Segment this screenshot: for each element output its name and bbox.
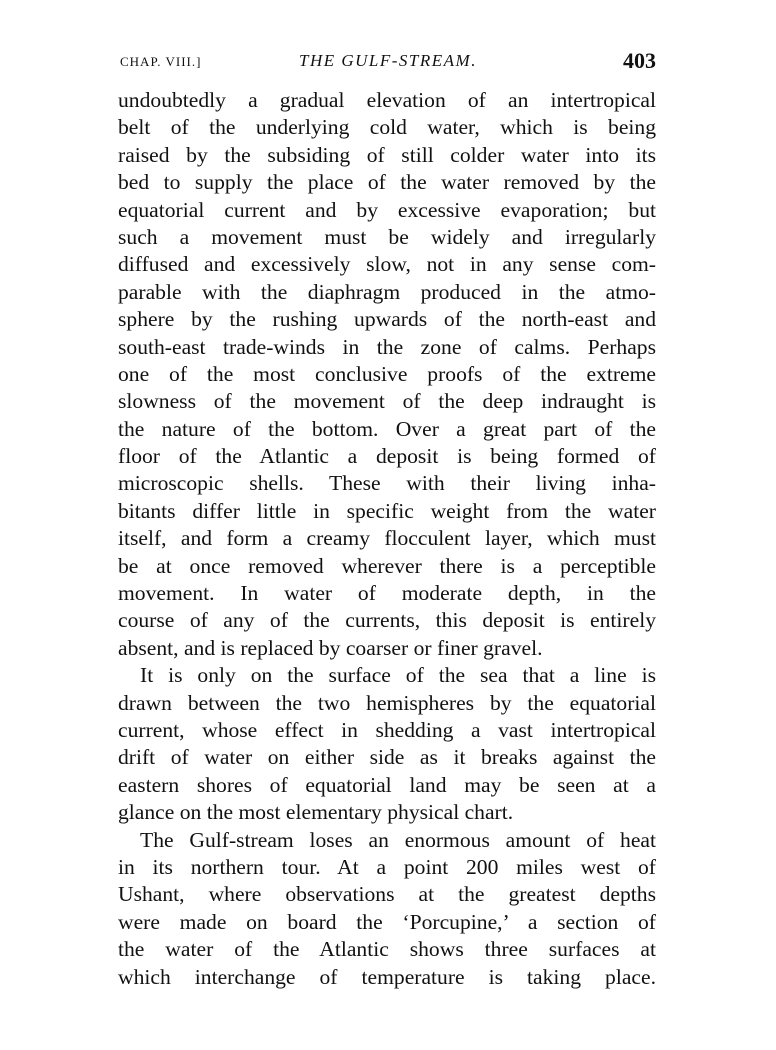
text-line: the water of the Atlantic shows three surfaces at <box>118 937 656 962</box>
text-line: course of any of the currents, this deposit is entirely <box>118 608 656 633</box>
text-line: bed to supply the place of the water removed by the <box>118 170 656 195</box>
text-line: diffused and excessively slow, not in any sense com- <box>118 252 656 277</box>
text-line: drawn between the two hemispheres by the equatorial <box>118 690 656 715</box>
text-line: Ushant, where observations at the greatest depths <box>118 882 656 907</box>
text-line: south-east trade-winds in the zone of calms. Perhaps <box>118 334 656 359</box>
running-title: THE GULF-STREAM. <box>299 51 477 70</box>
text-line: the nature of the bottom. Over a great part of the <box>118 416 656 441</box>
text-line: bitants differ little in specific weight from the water <box>118 498 656 523</box>
text-line: equatorial current and by excessive evaporation; but <box>118 197 656 222</box>
text-line: current, whose effect in shedding a vast intertropical <box>118 717 656 742</box>
text-line: sphere by the rushing upwards of the north-east and <box>118 307 656 332</box>
text-line: microscopic shells. These with their living inha- <box>118 471 656 496</box>
chapter-label: CHAP. VIII.] <box>120 54 202 69</box>
page-number: 403 <box>623 48 656 73</box>
text-line: belt of the underlying cold water, which is being <box>118 115 656 140</box>
text-line: undoubtedly a gradual elevation of an intertropical <box>118 88 656 112</box>
text-line: drift of water on either side as it breaks against the <box>118 745 656 770</box>
paragraph-end-line: glance on the most elementary physical chart. <box>118 800 514 825</box>
paragraph-start-line: It is only on the surface of the sea that a line is <box>140 663 656 688</box>
running-header <box>120 50 656 74</box>
text-line: be at once removed wherever there is a perceptible <box>118 553 656 578</box>
text-line: which interchange of temperature is taking place. <box>118 964 656 989</box>
paragraph-start-line: The Gulf-stream loses an enormous amount of heat <box>140 827 656 852</box>
body-text <box>118 87 656 991</box>
text-line: parable with the diaphragm produced in the atmo- <box>118 279 656 304</box>
text-line: were made on board the ‘Porcupine,’ a section of <box>118 909 656 934</box>
text-line: in its northern tour. At a point 200 miles west of <box>118 854 656 879</box>
text-line: floor of the Atlantic a deposit is being formed of <box>118 444 656 469</box>
text-line: eastern shores of equatorial land may be seen at a <box>118 772 656 797</box>
text-line: movement. In water of moderate depth, in the <box>118 581 656 606</box>
text-line: slowness of the movement of the deep indraught is <box>118 389 656 414</box>
text-line: such a movement must be widely and irregularly <box>118 224 656 249</box>
text-line: one of the most conclusive proofs of the extreme <box>118 361 656 386</box>
text-line: itself, and form a creamy flocculent layer, which must <box>118 526 656 551</box>
paragraph-end-line: absent, and is replaced by coarser or finer gravel. <box>118 635 543 660</box>
text-line: raised by the subsiding of still colder water into its <box>118 142 656 167</box>
